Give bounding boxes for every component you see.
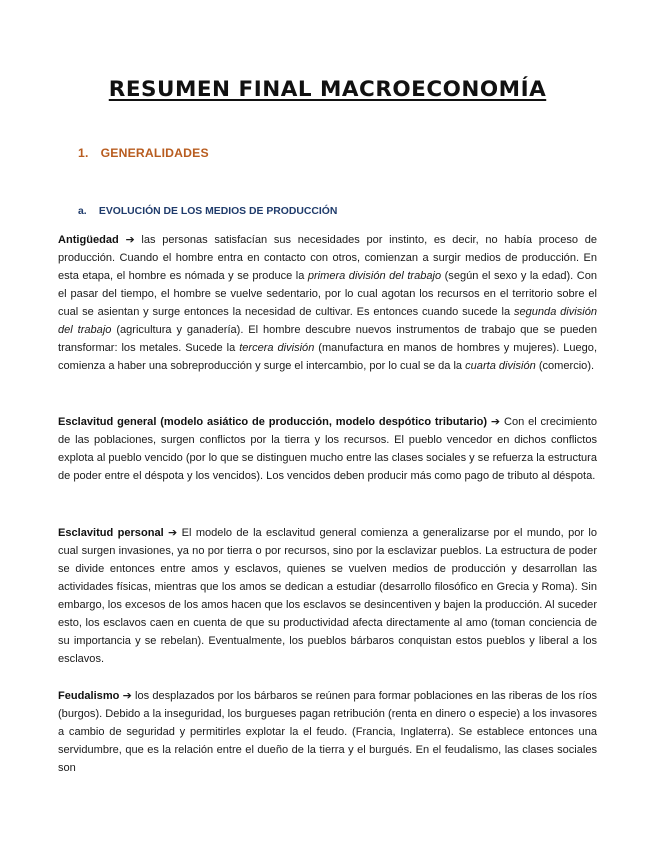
emphasis-text: primera división del trabajo	[307, 270, 442, 282]
term-feudalismo: Feudalismo	[58, 690, 120, 702]
paragraph-text: los desplazados por los bárbaros se reúnen para formar poblaciones en las riberas de los ríos (burgos). Debido a la inseguridad, los burgueses pagan retribución (renta en dinero o especie) a los invasores a cambio de seguridad y permitirles explotar la el feudo. (Francia, Inglaterra). Se establece entonces una servidumbre, que es la relación entre el dueño de la tierra y el burgués. En el feudalismo, las clases sociales son	[58, 690, 598, 774]
term-esclavitud-general: Esclavitud general (modelo asiático de producción, modelo despótico tributario)	[58, 416, 488, 428]
term-antiguedad: Antigüedad	[58, 234, 119, 246]
paragraph-text: (según el sexo y la edad). Con el pasar del tiempo, el hombre se vuelve sedentario, por lo cual agotan los recursos en el territorio sobre el cual se asientan y surge entonces la necesidad de cultivar. Es entonces cuando sucede la	[58, 270, 597, 318]
section-title: GENERALIDADES	[100, 146, 209, 160]
arrow-icon: ➔	[125, 233, 135, 246]
subsection-heading	[78, 206, 337, 217]
arrow-icon: ➔	[168, 526, 178, 539]
section-heading	[78, 146, 209, 160]
paragraph-text: Con el crecimiento de las poblaciones, surgen conflictos por la tierra y los recursos. El pueblo vencedor en dichos conflictos explota al pueblo vencido (por lo que se distinguen mucho entre las clases sociales y se refuerza la estructura de poder entre el déspota y los vencidos). Los vencidos deben producir más como pago de tributo al déspota.	[58, 416, 597, 482]
arrow-icon: ➔	[122, 689, 132, 702]
document-title: RESUMEN FINAL MACROECONOMÍA	[108, 77, 547, 102]
subsection-title: EVOLUCIÓN DE LOS MEDIOS DE PRODUCCIÓN	[98, 206, 338, 217]
paragraph-antiguedad	[58, 231, 597, 375]
section-number: 1.	[78, 146, 89, 160]
term-esclavitud-personal: Esclavitud personal	[58, 527, 164, 539]
paragraph-text: (agricultura y ganadería). El hombre descubre nuevos instrumentos de trabajo que se pueden transformar: los metales. Sucede la	[58, 324, 597, 354]
paragraph-text: (comercio).	[535, 360, 595, 372]
paragraph-text: (manufactura en manos de hombres y mujeres). Luego, comienza a haber una sobreproducción y surge el intercambio, por lo cual se da la	[58, 342, 598, 372]
paragraph-text: El modelo de la esclavitud general comienza a generalizarse por el mundo, por lo cual surgen invasiones, ya no por tierra o por recursos, sino por la esclavizar pueblos. La estructura de poder se divide entonces entre amos y esclavos, quienes se vuelven medios de producción y desarrollan las actividades físicas, mientras que los amos se dedican a estudiar (desarrollo filosófico en Grecia y Roma). Sin embargo, los excesos de los amos hacen que los esclavos se desincentiven y bajen la producción. Al suceder esto, los esclavos caen en cuenta de que su productividad afecta directamente al amo (toman conciencia de su importancia y se rebelan). Eventualmente, los pueblos bárbaros conquistan estos pueblos y liberal a los esclavos.	[58, 527, 597, 665]
paragraph-text: las personas satisfacían sus necesidades por instinto, es decir, no había proceso de producción. Cuando el hombre entra en contacto con otros, comienzan a surgir medios de producción. En esta etapa, el hombre es nómada y se produce la	[58, 234, 597, 282]
paragraph-esclavitud-general	[58, 413, 597, 485]
paragraph-feudalismo	[58, 687, 597, 777]
emphasis-text: cuarta división	[465, 360, 536, 372]
subsection-number: a.	[78, 206, 87, 217]
emphasis-text: segunda división del trabajo	[58, 306, 598, 336]
paragraph-esclavitud-personal	[58, 524, 597, 668]
emphasis-text: tercera división	[239, 342, 315, 354]
arrow-icon: ➔	[490, 415, 501, 428]
